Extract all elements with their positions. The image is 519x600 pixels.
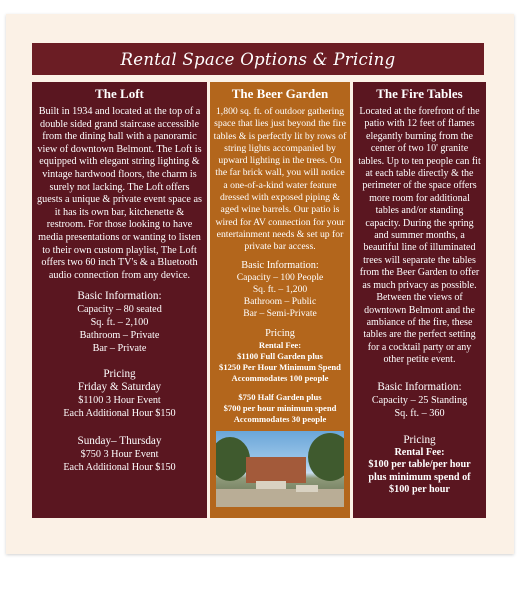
garden-full-line3: Accommodates 100 people	[231, 372, 329, 383]
garden-basic-info-heading: Basic Information:	[241, 259, 319, 271]
page-title: Rental Space Options & Pricing	[32, 43, 484, 75]
garden-half-line2: $700 per hour minimum spend	[223, 402, 337, 413]
fire-fee-line2: plus minimum spend of	[368, 471, 471, 483]
garden-full-line1: $1100 Full Garden plus	[237, 350, 323, 361]
fire-rental-fee-heading: Rental Fee:	[394, 446, 445, 458]
loft-fri-sat-heading: Friday & Saturday	[77, 381, 162, 394]
loft-pricing-heading: Pricing	[103, 368, 136, 381]
garden-half-line1: $750 Half Garden plus	[238, 391, 322, 402]
loft-description: Built in 1934 and located at the top of a double sided grand staircase accessible from the dining hall with a panoramic view of downtown Belmont. The Loft is equipped with elegant string lighting & vintage hardwood floors, the charm is surely not lacking. The Loft offers guests a unique & private event space as it has its own bar, kitchenette & restroom. For those looking to have media presentations or wanting to listen to their own custom playlist, The Loft offers two 60 inch TV's & a Bluetooth audio connection from any device.	[37, 106, 202, 281]
garden-column	[210, 82, 350, 518]
loft-bar: Bar – Private	[92, 343, 147, 355]
fire-basic-info-heading: Basic Information:	[377, 380, 462, 393]
loft-sun-thu-price: $750 3 Hour Event	[80, 449, 159, 461]
garden-bathroom: Bathroom – Public	[243, 295, 317, 307]
fire-fee-line1: $100 per table/per hour	[368, 459, 471, 471]
garden-half-line3: Accommodates 30 people	[233, 413, 327, 424]
loft-title: The Loft	[95, 86, 144, 101]
loft-fri-sat-price: $1100 3 Hour Event	[78, 395, 161, 407]
loft-fri-sat-additional: Each Additional Hour $150	[63, 408, 176, 420]
garden-full-line2: $1250 Per Hour Minimum Spend	[219, 361, 341, 372]
loft-sun-thu-heading: Sunday– Thursday	[77, 435, 162, 448]
loft-column	[32, 82, 207, 518]
loft-sun-thu-additional: Each Additional Hour $150	[63, 462, 176, 474]
garden-pricing-heading: Pricing	[265, 327, 295, 339]
fire-fee-line3: $100 per hour	[389, 484, 450, 496]
loft-sqft: Sq. ft. – 2,100	[90, 317, 149, 329]
fire-sqft: Sq. ft. – 360	[394, 407, 445, 419]
garden-capacity: Capacity – 100 People	[236, 271, 324, 283]
garden-description: 1,800 sq. ft. of outdoor gathering space that lies just beyond the fire tables & is perfectly lit by rows of string lights accompanied by upward lighting in the trees. On the far brick wall, you will notice a one-of-a-kind water feature dressed with exposed piping & aged wine barrels. Our patio is wired for AV connection for your entertainment needs & set up for private bar access.	[213, 106, 347, 253]
fire-column	[353, 82, 486, 518]
fire-capacity: Capacity – 25 Standing	[371, 394, 468, 406]
garden-title: The Beer Garden	[231, 86, 329, 101]
garden-bar: Bar – Semi-Private	[243, 307, 317, 319]
loft-capacity: Capacity – 80 seated	[77, 304, 162, 316]
fire-description: Located at the forefront of the patio with 12 feet of flames elegantly burning from the center of two 10' granite tables. Up to ten people can fit at each table directly & the perimeter of the space offers more room for additional tables and/or standing capacity. During the spring and summer months, a beautiful line of illuminated trees will separate the tables from the Beer Garden to offer as much privacy as possible. Between the views of downtown Belmont and the ambiance of the fire, these tables are the perfect setting for a cocktail party or any other petite event.	[358, 106, 481, 366]
beer-garden-photo	[216, 431, 344, 507]
garden-rental-fee-heading: Rental Fee:	[258, 339, 302, 350]
fire-title: The Fire Tables	[376, 86, 463, 101]
loft-bathroom: Bathroom – Private	[79, 330, 160, 342]
fire-pricing-heading: Pricing	[403, 433, 436, 446]
garden-sqft: Sq. ft. – 1,200	[252, 283, 308, 295]
loft-basic-info-heading: Basic Information:	[77, 290, 162, 303]
